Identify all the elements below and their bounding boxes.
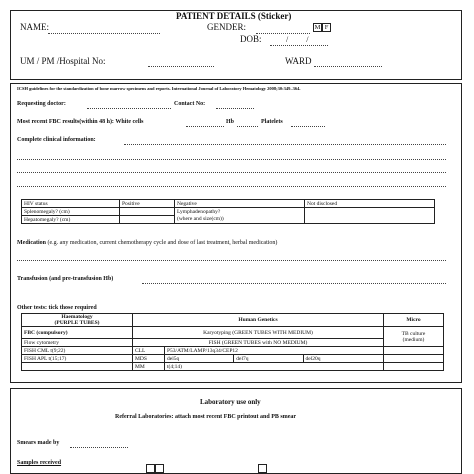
micro-empty-1 [384,347,444,355]
referral-labs-note: Referral Laboratories: attach most recent FBC printout and PB smear [115,414,297,420]
other-tests-label: Other tests: tick those required [17,305,97,311]
fish-cml-option[interactable]: FISH CML t(9;22) [22,347,133,355]
gender-line [256,33,310,34]
gender-m-checkbox[interactable]: M [314,24,321,31]
lab-use-title: Laboratory use only [200,398,261,406]
hospital-no-label: UM / PM /Hospital No: [20,56,106,66]
lymphadenopathy-where: (where and size(cm)) [177,215,224,222]
haem-empty [22,363,133,371]
clinical-info-line-4[interactable] [17,186,446,187]
tb-culture-option[interactable] [384,327,444,347]
sample-box-2[interactable] [155,464,164,473]
transfusion-label: Transfusion (and pre-transfusion Hb) [17,276,114,282]
haematology-header [22,314,133,327]
fbc-results-label: Most recent FBC results(within 48 h): White cells [17,119,144,125]
medication-field[interactable] [17,260,446,261]
mm-option[interactable]: MM [133,363,165,371]
cll-option[interactable]: CLL [133,347,165,355]
tb-medium-label: (medium) [402,336,425,343]
lymphadenopathy-cell [175,208,305,224]
sample-box-3[interactable] [258,464,267,473]
gender-f-checkbox[interactable]: F [322,23,331,32]
hiv-status-table [21,199,435,224]
purple-tubes-title: (PURPLE TUBES) [54,320,100,326]
contact-no-field[interactable] [216,108,254,109]
micro-header: Micro [384,314,444,327]
other-tests-table [21,313,444,371]
hb-field[interactable] [237,126,258,127]
dob-field[interactable]: / / [286,35,317,44]
hospital-no-field[interactable] [148,66,214,67]
haematology-title: Haematology [61,314,93,320]
splenomegaly-label: Splenomegaly? (cm) [22,208,120,216]
requesting-doctor-label: Requesting doctor: [17,101,66,107]
fbc-compulsory[interactable]: FBC (compulsory) [22,327,133,339]
reference-citation: ICSH guidelines for the standardization of bone marrow specimens and reports. International Journal of Laboratory Hematology 2008;30:349–364. [17,86,301,91]
platelets-label: Platelets [261,119,283,125]
gender-label: GENDER: [207,22,246,32]
smears-made-by-field[interactable] [70,447,128,448]
dob-underline [270,45,328,46]
dob-label: DOB: [240,34,262,44]
fish-apl-option[interactable]: FISH APL t(15;17) [22,355,133,363]
mds-option[interactable]: MDS [133,355,165,363]
mm-probes: t(4;14) [165,363,384,371]
contact-no-label: Contact No: [174,101,206,107]
ward-field[interactable] [314,66,382,67]
samples-received-label: Samples received [17,460,62,466]
smears-made-by-label: Smears made by [17,440,60,446]
medication-row [17,240,277,246]
requesting-doctor-field[interactable] [87,108,171,109]
human-genetics-header: Human Genetics [133,314,384,327]
sample-box-1[interactable] [146,464,155,473]
patient-details-title: PATIENT DETAILS (Sticker) [176,11,292,21]
medication-note: (e.g. any medication, current chemotherapy cycle and dose of last treatment, herbal medication) [47,240,278,246]
hepatomegaly-label: Hepatomegaly? (cm) [22,216,120,224]
del20q-option[interactable]: del20q [303,355,383,363]
hiv-negative-option[interactable]: Negative [175,200,305,208]
hb-label: Hb [226,119,235,125]
karyotyping-option[interactable]: Karyotyping (GREEN TUBES WITH MEDIUM) [133,327,384,339]
white-cells-field[interactable] [186,126,224,127]
hiv-not-disclosed-option[interactable]: Not disclosed [305,200,435,208]
platelets-field[interactable] [291,126,325,127]
micro-empty-3 [384,363,444,371]
ward-label: WARD [285,56,312,66]
hiv-status-label: HIV status [22,200,120,208]
del7q-option[interactable]: del7q [234,355,303,363]
name-field[interactable] [48,33,160,34]
clinical-info-line-2[interactable] [17,159,446,160]
medication-label: Medication [17,240,46,246]
lymphadenopathy-field[interactable] [305,208,435,224]
cll-probes: P53/ATM/LAMP/13q34/CEP12 [165,347,384,355]
clinical-info-label: Complete clinical information: [17,137,96,143]
tb-culture-label: TB culture [401,330,426,337]
del5q-option[interactable]: del5q [165,355,234,363]
fish-green-header: FISH (GREEN TUBES with NO MEDIUM) [133,339,384,347]
micro-empty-2 [384,355,444,363]
lymphadenopathy-label: Lymphadenopathy? [177,208,221,215]
clinical-info-line-3[interactable] [17,172,446,173]
clinical-info-field[interactable] [124,144,446,145]
splenomegaly-field[interactable] [120,208,175,216]
flow-cytometry-option[interactable]: Flow cytometry [22,339,133,347]
transfusion-field[interactable] [142,283,446,284]
hepatomegaly-field[interactable] [120,216,175,224]
hiv-positive-option[interactable]: Positive [120,200,175,208]
name-label: NAME: [20,22,49,32]
